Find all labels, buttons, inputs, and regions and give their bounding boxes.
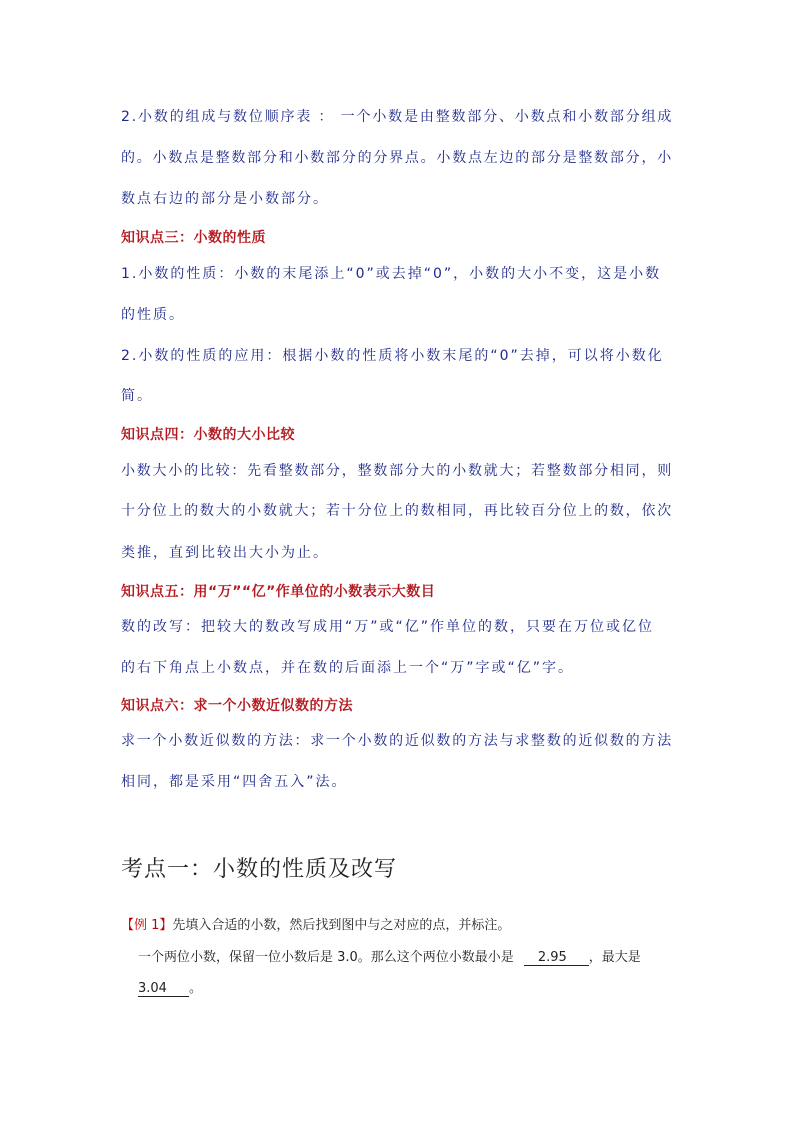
paragraph-line: 的性质。 (121, 307, 185, 323)
section-heading: 知识点三：小数的性质 (121, 230, 266, 246)
paragraph-line: 相同，都是采用“四舍五入”法。 (121, 774, 348, 790)
paragraph-line: 数的改写：把较大的数改写成用“万”或“亿”作单位的数，只要在万位或亿位 (121, 619, 655, 635)
example-text: 先填入合适的小数，然后找到图中与之对应的点，并标注。 (172, 918, 511, 933)
question-text-continued: ，最大是 (588, 950, 641, 965)
question-end: 。 (188, 981, 202, 996)
paragraph-line: 2.小数的组成与数位顺序表 ： 一个小数是由整数部分、小数点和小数部分组成 (121, 109, 674, 125)
paragraph-line: 数点右边的部分是小数部分。 (121, 191, 329, 207)
question-text: 一个两位小数，保留一位小数后是 3.0。那么这个两位小数最小是 (138, 950, 514, 965)
section-heading: 知识点四：小数的大小比较 (121, 427, 295, 443)
paragraph-line: 类推，直到比较出大小为止。 (121, 545, 329, 561)
answer-max: 3.04 (138, 981, 189, 997)
paragraph-line: 求一个小数近似数的方法：求一个小数的近似数的方法与求整数的近似数的方法 (121, 733, 673, 749)
section-heading: 知识点五：用“万”“亿”作单位的小数表示大数目 (121, 584, 436, 600)
question-line (138, 946, 641, 966)
paragraph-line: 小数大小的比较：先看整数部分，整数部分大的小数就大；若整数部分相同，则 (121, 463, 673, 479)
page-title: 考点一：小数的性质及改写 (121, 857, 398, 882)
paragraph-line: 的。小数点是整数部分和小数部分的分界点。小数点左边的部分是整数部分，小 (121, 150, 673, 166)
paragraph-line: 十分位上的数大的小数就大；若十分位上的数相同，再比较百分位上的数，依次 (121, 503, 673, 519)
answer-min: 2.95 (524, 950, 589, 966)
paragraph-line: 的右下角点上小数点，并在数的后面添上一个“万”字或“亿”字。 (121, 660, 575, 676)
paragraph-line: 简。 (121, 388, 153, 404)
paragraph-line: 1.小数的性质：小数的末尾添上“0”或去掉“0”，小数的大小不变，这是小数 (121, 266, 662, 282)
question-line (138, 977, 202, 997)
paragraph-line: 2.小数的性质的应用：根据小数的性质将小数末尾的“0”去掉，可以将小数化 (121, 348, 664, 364)
section-heading: 知识点六：求一个小数近似数的方法 (121, 698, 353, 714)
example-prompt (121, 914, 510, 933)
example-tag: 【例 1】 (121, 918, 173, 933)
